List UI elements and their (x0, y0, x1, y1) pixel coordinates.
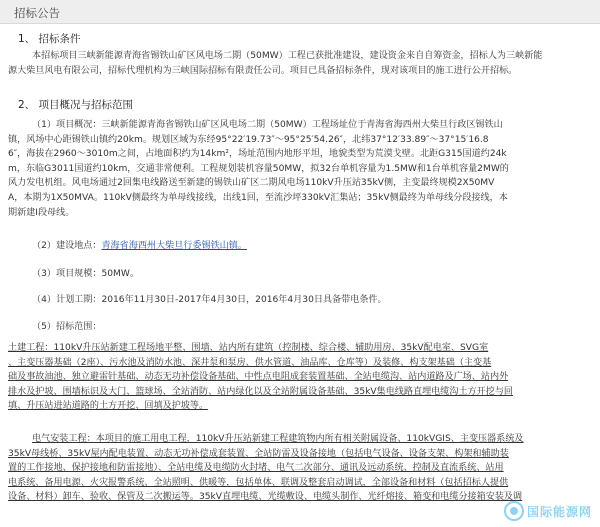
electrical-line: 电系统、备用电源、火灾报警系统、全站照明、供暖等，包括单体、联调及整套启动调试，全部设备和材料（包括招标人提供 (8, 477, 509, 488)
civil-line: 排水及护坡、围墙标识及大门、篮球场、全站消防、站内绿化以及全站附属设备基础、35kV集电线路直埋电缆沟土方开挖与回 (8, 386, 514, 397)
location-label: （2）建设地点： (32, 241, 102, 251)
header-bar (0, 0, 600, 24)
overview-line: 期新建I段母线。 (8, 207, 75, 218)
section1-line: 本招标项目三峡新能源青海省锡铁山矿区风电场二期（50MW）工程已获批准建设，建设资金来自自筹资金，招标人为三峡新能 (32, 51, 543, 61)
civil-line: 填、升压站进站道路的土方开挖、回填及护坡等。 (8, 401, 209, 412)
page-title: 招标公告 (14, 6, 60, 20)
civil-line: 础及事故油池、独立避雷针基础、动态无功补偿设备基础、中性点电阻成套装置基础、全站电缆沟、站内道路及广场、站内外 (8, 372, 509, 383)
scale-row: （3）项目规模：50MW。 (32, 269, 139, 279)
location-value: 青海省海西州大柴旦行委锡铁山镇。 (101, 241, 247, 251)
civil-works-paragraph (8, 341, 592, 414)
overview-line: （1）项目概况：三峡新能源青海省锡铁山矿区风电场二期（50MW）工程场址位于青海省海西州大柴旦行政区锡铁山 (32, 120, 503, 130)
overview-line: m，东临G3011国道约10km，交通非常便利。工程规划装机容量50MW，拟32台单机容量为1.5MW和1台单机容量2MW的 (8, 163, 509, 174)
scope-title: （5）招标范围： (32, 322, 102, 332)
civil-line: 土建工程：110kV升压站新建工程场地平整、围墙、站内所有建筑（控制楼、综合楼、辅助用房、35kV配电室、SVG室 (8, 343, 489, 353)
overview-line: 风力发电机组。风电场通过2回集电线路送至新建的锡铁山矿区二期风电场110kV升压站35kV侧，主变最终规模2X50MV (8, 178, 495, 189)
electrical-line: 设备、材料）卸车、验收、保管及二次搬运等。35kV直埋电缆、光缆敷设、电缆头制作、光纤熔接、箱变和电缆分接箱安装及调 (8, 492, 523, 503)
watermark-logo-icon (504, 501, 524, 521)
civil-line: 、主变压器基础（2座）、污水池及消防水池、深井泵和泵房、供水管道、油品库、仓库等）及装修、构支架基础（主变基 (8, 357, 492, 368)
watermark (504, 501, 592, 521)
overview-line: 6″，海拔在2960～3010m之间，占地面积约为14km²，场址范围内地形平坦，地貌类型为荒漠戈壁。北距G315国道约24k (8, 149, 507, 160)
section1-body (8, 49, 592, 78)
location-row (32, 238, 247, 251)
section1-heading: 1、 招标条件 (18, 33, 81, 45)
section2-heading: 2、 项目概况与招标范围 (18, 99, 134, 111)
electrical-line: 35kV母线桥、35kV屋内配电装置、动态无功补偿成套装置、全站防雷及设备接地（包括电气设备、设备支架、构架和辅助装 (8, 448, 509, 459)
electrical-works-paragraph (8, 432, 592, 505)
overview-line: A，本期为1X50MVA。110kV侧最终为单母线接线，出线1回，至流沙坪330kV汇集站；35kV侧最终为单母线分段接线，本 (8, 192, 508, 203)
overview-line: 镇，风场中心距锡铁山镇约20km。规划区域为东经95°22′19.73″～95°25′54.26″，北纬37°12′33.89″～37°15′16.8 (8, 134, 489, 145)
overview-paragraph (8, 118, 592, 220)
section1-line: 源大柴旦风电有限公司，招标代理机构为三峡国际招标有限责任公司。项目已具备招标条件，现对该项目的施工进行公开招标。 (8, 65, 518, 76)
electrical-line: 电气安装工程：本项目的施工用电工程，110kV升压站新建工程建筑物内所有相关附属设备、110kVGIS、主变压器系统及 (32, 434, 524, 444)
watermark-text: 国际能源网 (526, 504, 592, 519)
period-row: （4）计划工期：2016年11月30日-2017年4月30日，2016年4月30日具备带电条件。 (32, 295, 387, 305)
electrical-line: 置的工作接地、保护接地和防雷接地）、全站电缆及电缆防火封堵、电气二次部分、通讯及远动系统、控制及直流系统、站用 (8, 463, 504, 474)
